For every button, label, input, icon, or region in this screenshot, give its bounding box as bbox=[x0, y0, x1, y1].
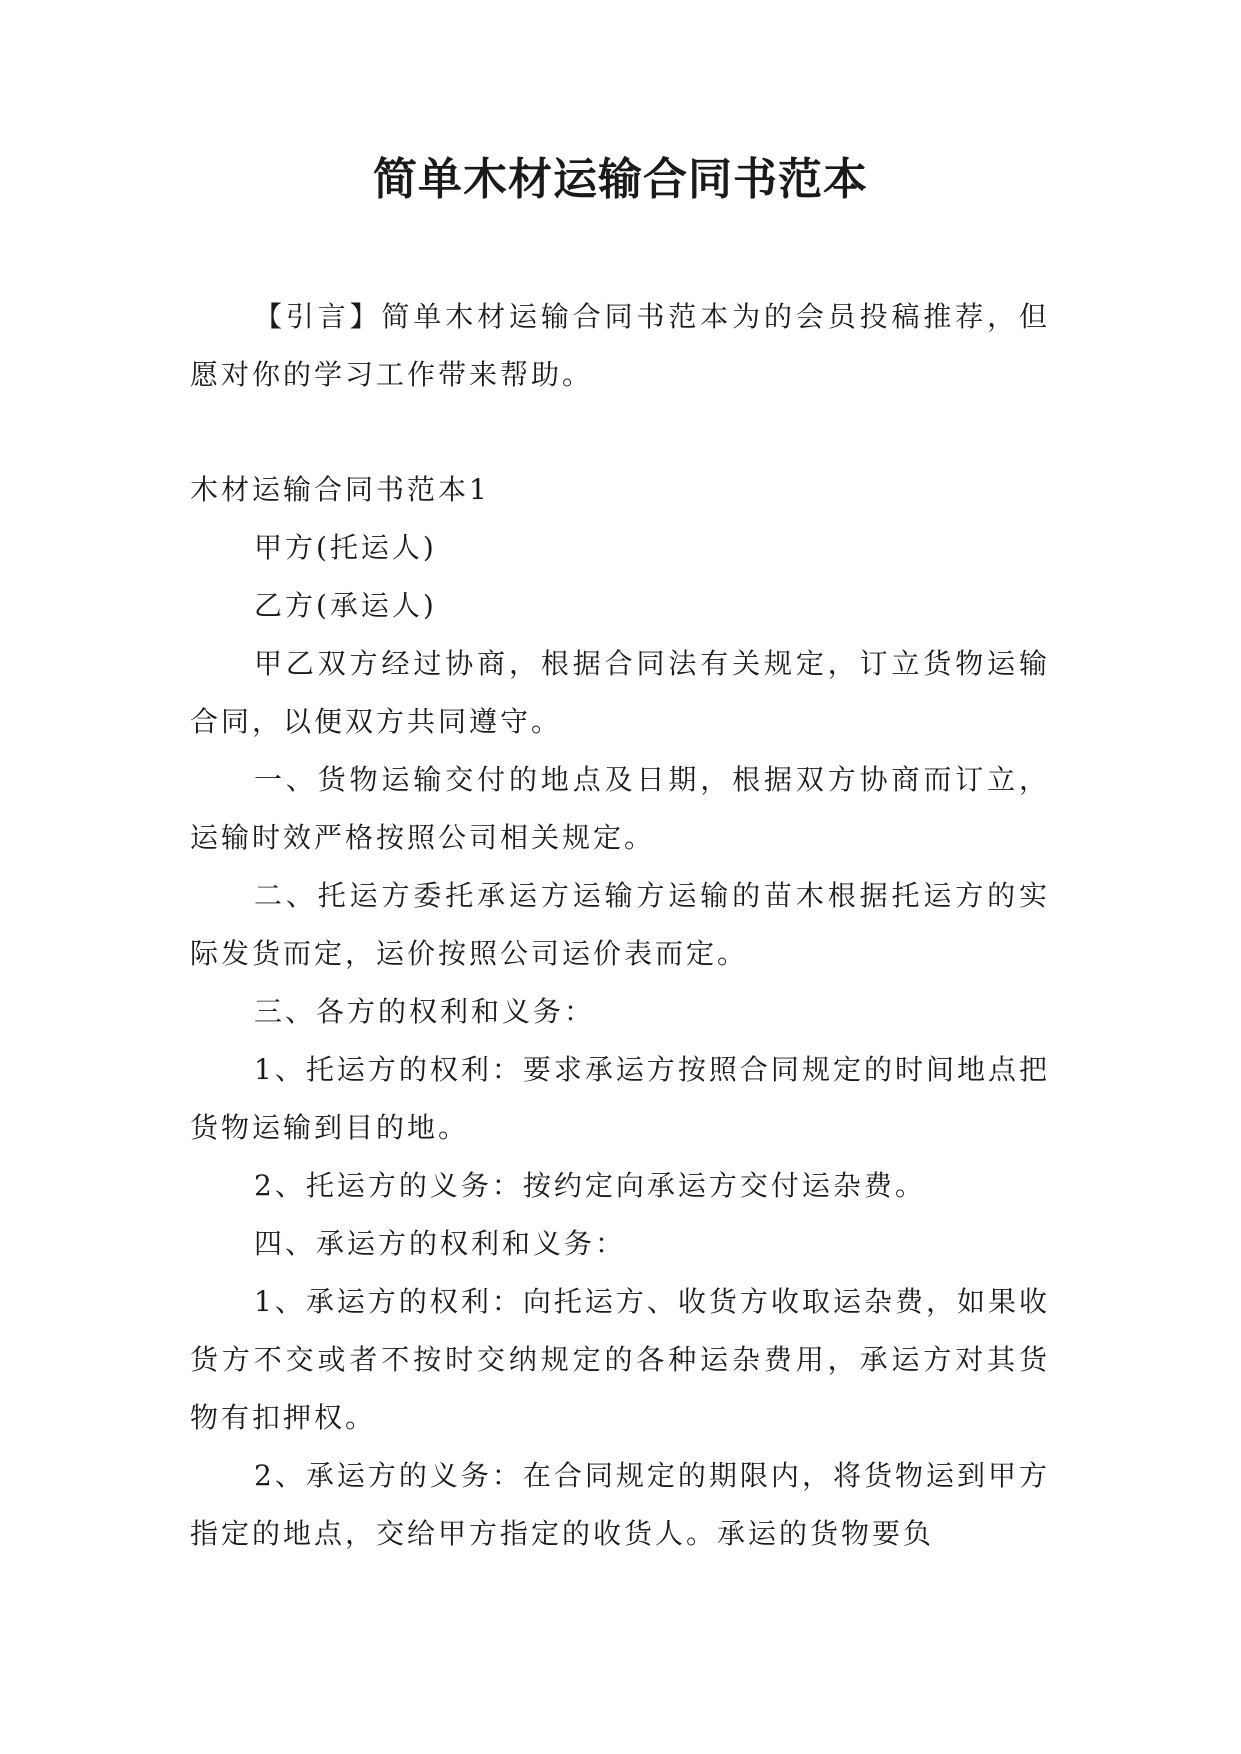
section-heading: 木材运输合同书范本1 bbox=[190, 473, 490, 506]
document-title: 简单木材运输合同书范本 bbox=[373, 154, 868, 205]
intro-paragraph: 【引言】简单木材运输合同书范本为的会员投稿推荐，但愿对你的学习工作带来帮助。 bbox=[190, 300, 1050, 391]
clause-four-heading: 四、承运方的权利和义务： bbox=[254, 1227, 627, 1260]
clause-one: 一、货物运输交付的地点及日期，根据双方协商而订立，运输时效严格按照公司相关规定。 bbox=[190, 763, 1050, 854]
shipper-obligations: 2、托运方的义务：按约定向承运方交付运杂费。 bbox=[254, 1169, 926, 1202]
party-b-line: 乙方(承运人) bbox=[254, 589, 437, 622]
carrier-obligations: 2、承运方的义务：在合同规定的期限内，将货物运到甲方指定的地点，交给甲方指定的收货人。承运的货物要负 bbox=[190, 1459, 1050, 1550]
intro-block bbox=[190, 288, 1050, 404]
agreement-paragraph: 甲乙双方经过协商，根据合同法有关规定，订立货物运输合同，以便双方共同遵守。 bbox=[190, 647, 1050, 738]
shipper-rights: 1、托运方的权利：要求承运方按照合同规定的时间地点把货物运输到目的地。 bbox=[190, 1053, 1050, 1144]
clause-three-heading: 三、各方的权利和义务： bbox=[254, 995, 596, 1028]
carrier-rights: 1、承运方的权利：向托运方、收货方收取运杂费，如果收货方不交或者不按时交纳规定的各种运杂费用，承运方对其货物有扣押权。 bbox=[190, 1285, 1050, 1434]
party-a-line: 甲方(托运人) bbox=[254, 531, 437, 564]
contract-body bbox=[190, 461, 1050, 1563]
clause-two: 二、托运方委托承运方运输方运输的苗木根据托运方的实际发货而定，运价按照公司运价表而定。 bbox=[190, 879, 1050, 970]
